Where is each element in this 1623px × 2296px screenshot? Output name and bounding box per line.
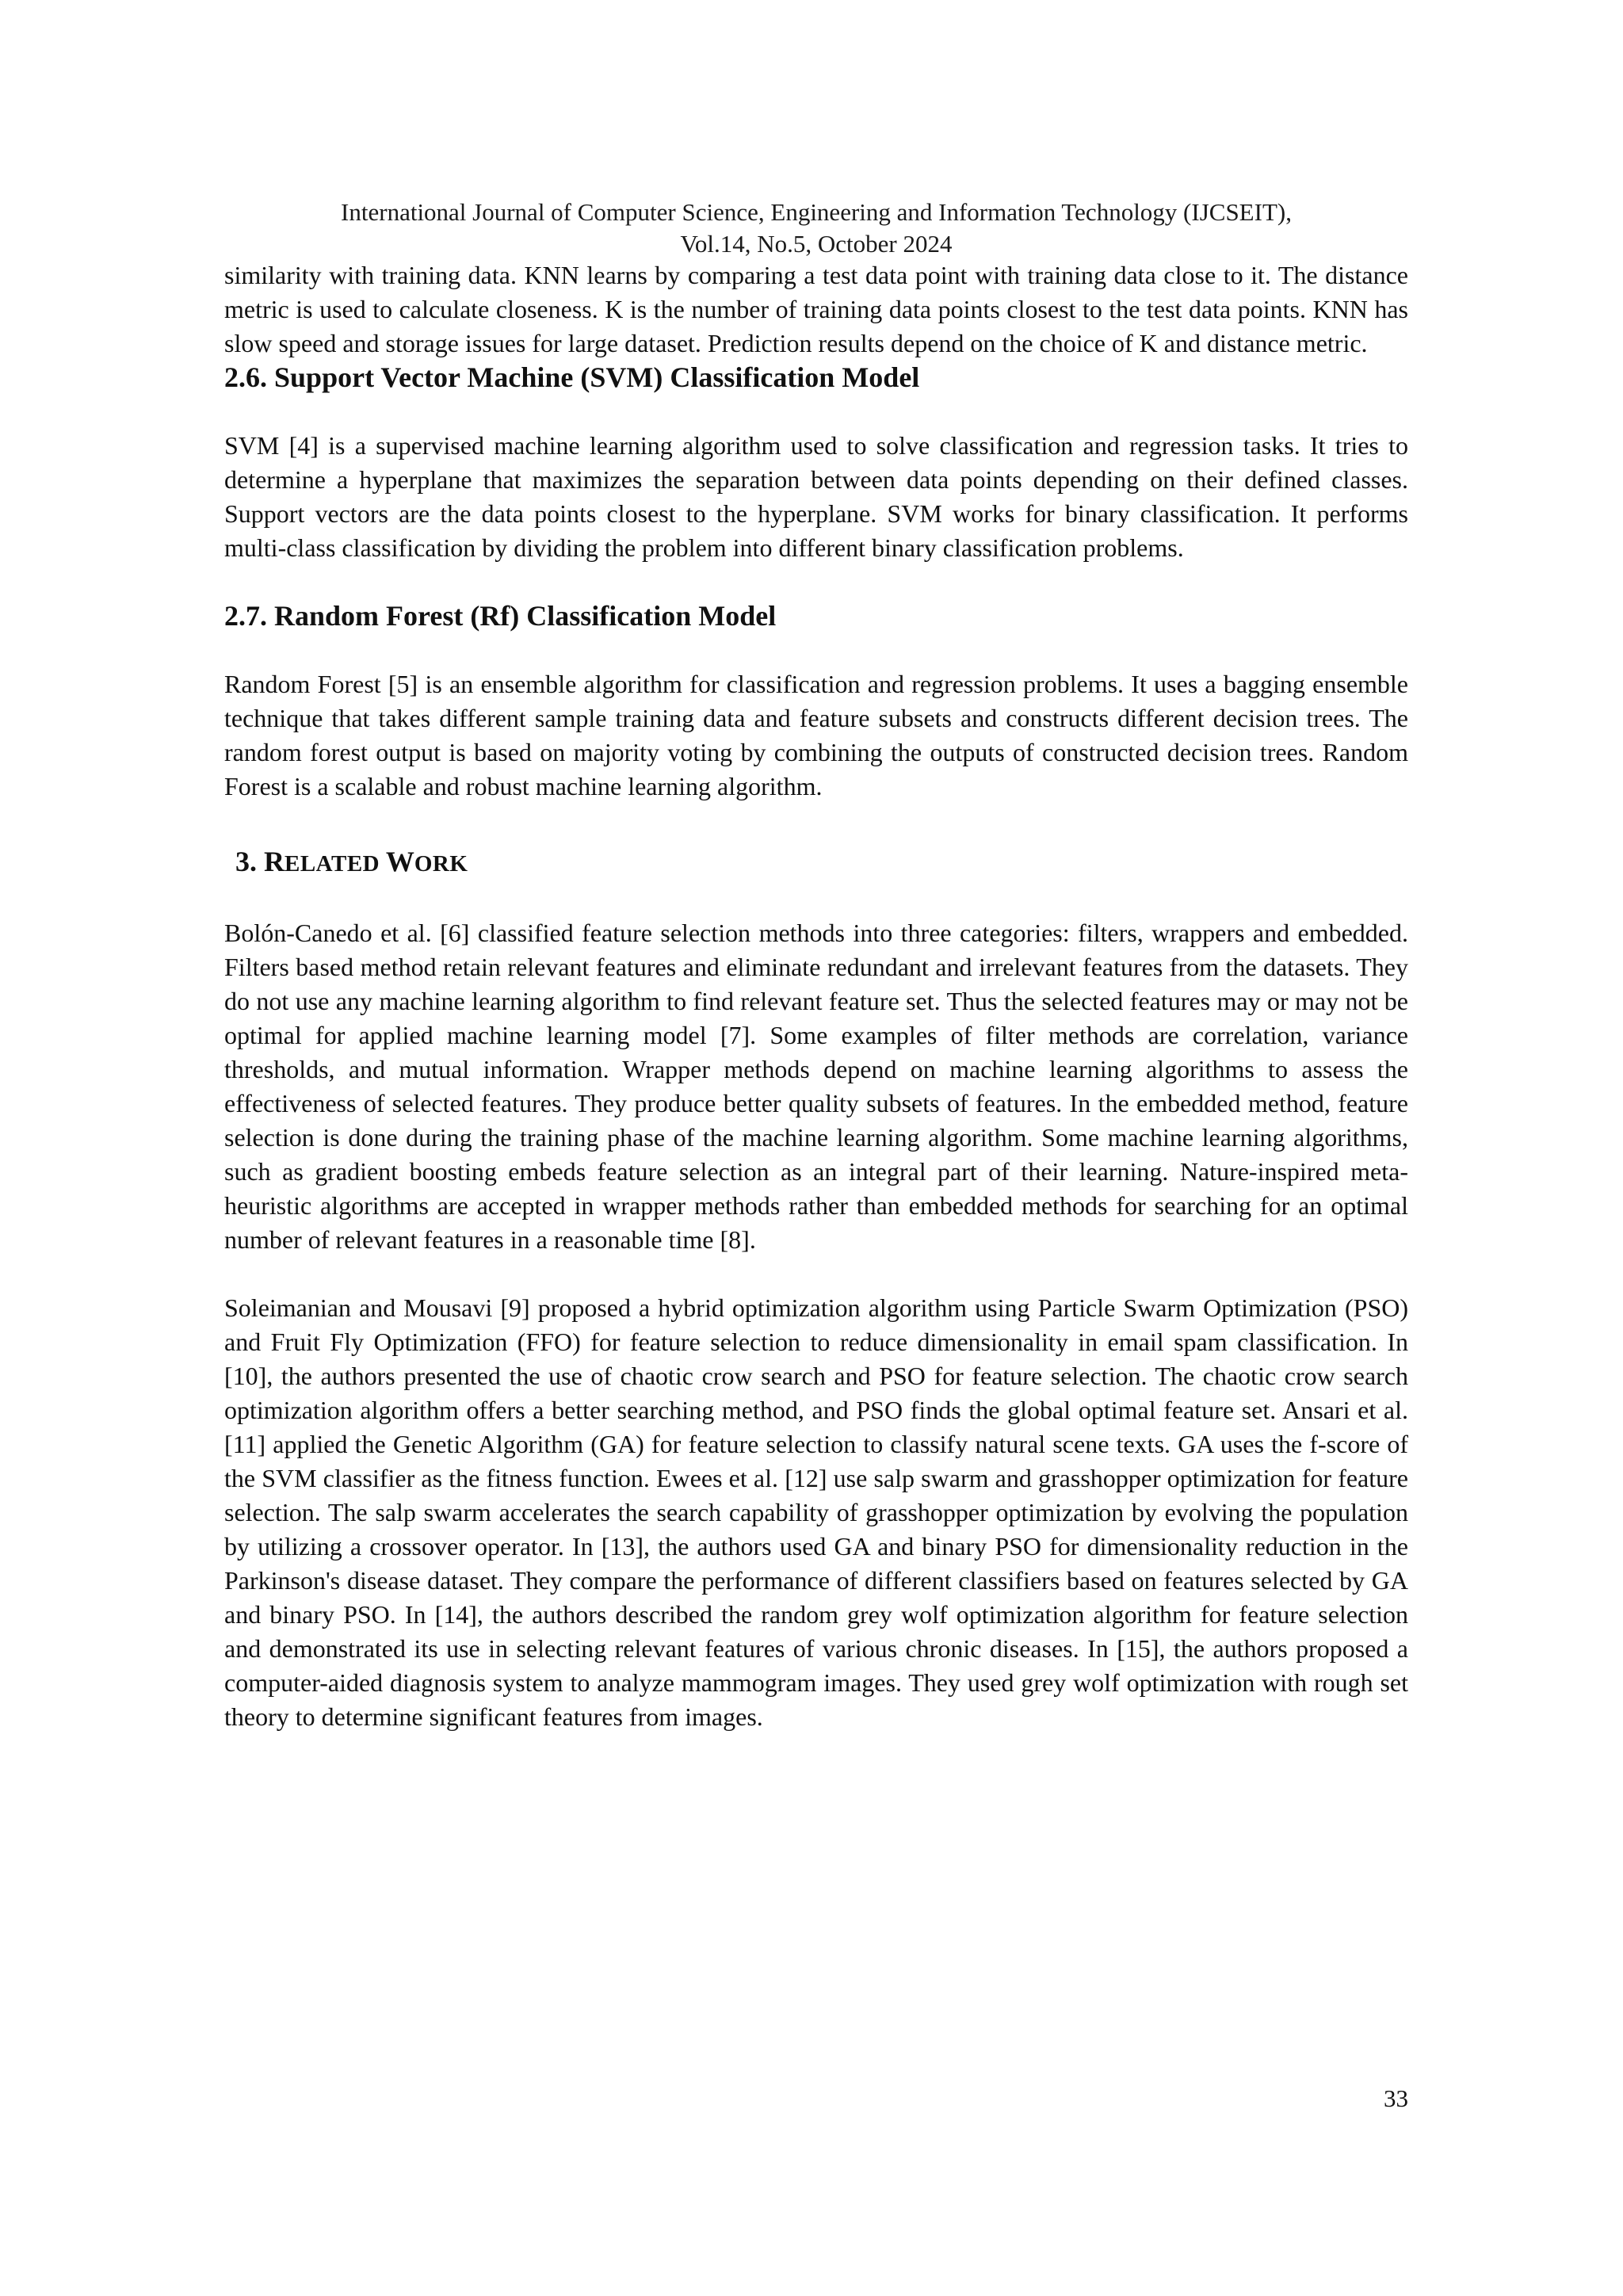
running-header bbox=[222, 197, 1411, 260]
section-3-title-cap-r: R bbox=[264, 846, 285, 877]
spacer bbox=[224, 565, 1408, 599]
section-3-title-cap-w: W bbox=[385, 846, 414, 877]
volume-issue-line: Vol.14, No.5, October 2024 bbox=[680, 230, 953, 258]
journal-title-line: International Journal of Computer Science, Engineering and Information Technology (IJCSEIT), bbox=[341, 198, 1292, 226]
spacer bbox=[224, 804, 1408, 845]
random-forest-paragraph: Random Forest [5] is an ensemble algorithm for classification and regression problems. It uses a bagging ensemble technique that takes different sample training data and feature subsets and constructs different decision trees. The random forest output is based on majority voting by combining the outputs of constructed decision trees. Random Forest is a scalable and robust machine learning algorithm. bbox=[224, 670, 1408, 800]
section-3-number: 3. bbox=[235, 846, 264, 877]
page-body bbox=[224, 258, 1408, 1734]
section-2-6-heading: 2.6. Support Vector Machine (SVM) Classification Model bbox=[224, 361, 920, 393]
spacer bbox=[224, 633, 1408, 667]
section-3-heading bbox=[224, 845, 1408, 881]
page-number: 33 bbox=[1384, 2084, 1408, 2112]
section-2-7-heading: 2.7. Random Forest (Rf) Classification Model bbox=[224, 600, 777, 632]
svm-paragraph: SVM [4] is a supervised machine learning algorithm used to solve classification and regression tasks. It tries to determine a hyperplane that maximizes the separation between data points depending on their defined classes. Support vectors are the data points closest to the hyperplane. SVM works for binary classification. It performs multi-class classification by dividing the problem into different binary classification problems. bbox=[224, 431, 1408, 562]
spacer bbox=[224, 395, 1408, 429]
related-work-paragraph-1: Bolón-Canedo et al. [6] classified feature selection methods into three categories: filters, wrappers and embedded. Filters based method retain relevant features and eliminate redundant and irrelevant features from the datasets. They do not use any machine learning algorithm to find relevant feature set. Thus the selected features may or may not be optimal for applied machine learning model [7]. Some examples of filter methods are correlation, variance thresholds, and mutual information. Wrapper methods depend on machine learning algorithms to assess the effectiveness of selected features. They produce better quality subsets of features. In the embedded method, feature selection is done during the training phase of the machine learning algorithm. Some machine learning algorithms, such as gradient boosting embeds feature selection as an integral part of their learning. Nature-inspired meta-heuristic algorithms are accepted in wrapper methods rather than embedded methods for searching for an optimal number of relevant features in a reasonable time [8]. bbox=[224, 919, 1408, 1254]
section-3-title-small-caps-1: ELATED bbox=[285, 851, 386, 877]
section-3-title-small-caps-2: ORK bbox=[414, 851, 468, 877]
spacer bbox=[224, 881, 1408, 916]
related-work-paragraph-2: Soleimanian and Mousavi [9] proposed a hybrid optimization algorithm using Particle Swarm Optimization (PSO) and Fruit Fly Optimization (FFO) for feature selection to reduce dimensionality in email spam classification. In [10], the authors presented the use of chaotic crow search and PSO for feature selection. The chaotic crow search optimization algorithm offers a better searching method, and PSO finds the global optimal feature set. Ansari et al. [11] applied the Genetic Algorithm (GA) for feature selection to classify natural scene texts. GA uses the f-score of the SVM classifier as the fitness function. Ewees et al. [12] use salp swarm and grasshopper optimization for feature selection. The salp swarm accelerates the search capability of grasshopper optimization by evolving the population by utilizing a crossover operator. In [13], the authors used GA and binary PSO for dimensionality reduction in the Parkinson's disease dataset. They compare the performance of different classifiers based on features selected by GA and binary PSO. In [14], the authors described the random grey wolf optimization algorithm for feature selection and demonstrated its use in selecting relevant features of various chronic diseases. In [15], the authors proposed a computer-aided diagnosis system to analyze mammogram images. They used grey wolf optimization with rough set theory to determine significant features from images. bbox=[224, 1293, 1408, 1731]
knn-continuation-paragraph: similarity with training data. KNN learns by comparing a test data point with training data close to it. The distance metric is used to calculate closeness. K is the number of training data points closest to the test data points. KNN has slow speed and storage issues for large dataset. Prediction results depend on the choice of K and distance metric. bbox=[224, 261, 1408, 357]
